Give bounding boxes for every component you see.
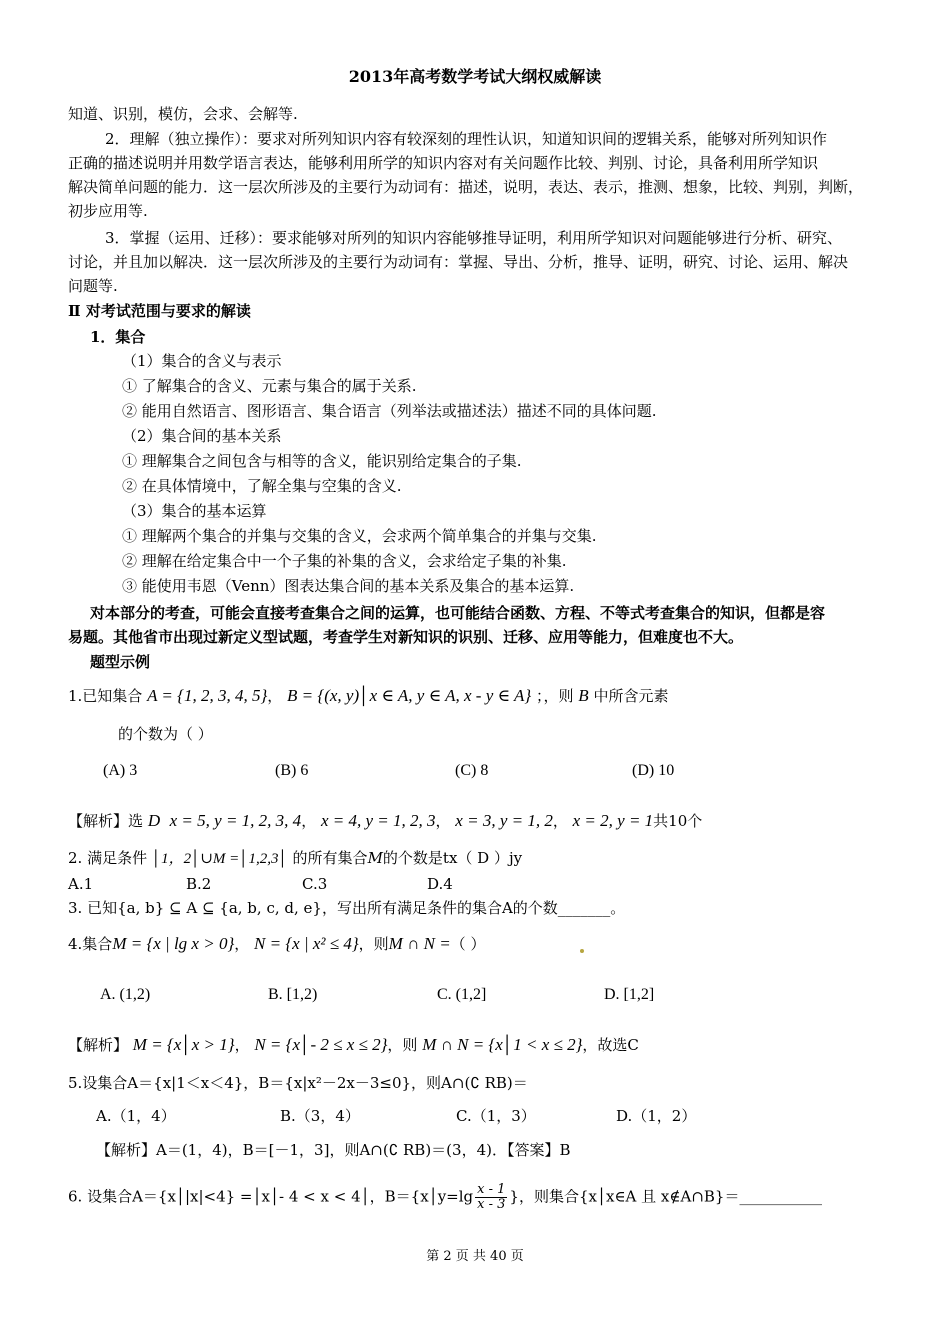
level2-line: 初步应用等. bbox=[68, 202, 148, 220]
q4-m-set: M = {x | lg x > 0} bbox=[112, 934, 235, 953]
q1-sol-label: 【解析】 bbox=[68, 812, 129, 830]
level2-line: 正确的描述说明并用数学语言表达，能够利用所学的知识内容对有关问题作比较、判别、讨论，具备利用所学知识 bbox=[68, 154, 819, 172]
q1-set-b: B = {(x, y)│x ∈ A, y ∈ A, x - y ∈ A} bbox=[287, 686, 532, 705]
q1-option-a: (A) 3 bbox=[103, 762, 138, 779]
q1-set-a: A = {1, 2, 3, 4, 5} bbox=[147, 686, 268, 705]
question-1-stem: 1.已知集合 A = {1, 2, 3, 4, 5}， B = {(x, y)│x ∈ A, y ∈ A, x - y ∈ A} ；，则 B 中所含元素 bbox=[68, 686, 669, 705]
q5-option-b: B.（3，4） bbox=[280, 1107, 360, 1125]
q4-option-d: D. [1,2] bbox=[604, 986, 655, 1003]
q2-stem-c: 的个数是tx（ D ）jy bbox=[382, 849, 523, 867]
analysis-line: 易题。其他省市出现过新定义型试题，考查学生对新知识的识别、迁移、应用等能力，但难度也不大。 bbox=[68, 628, 744, 646]
section-heading: Ⅱ 对考试范围与要求的解读 bbox=[68, 302, 251, 320]
q1-option-b: (B) 6 bbox=[275, 762, 309, 779]
q2-option-b: B.2 bbox=[186, 875, 212, 893]
page-title: 2013年高考数学考试大纲权威解读 bbox=[348, 67, 602, 86]
q4-solution: 【解析】 M = {x│x > 1}， N = {x│- 2 ≤ x ≤ 2}，则 M ∩ N = {x│1 < x ≤ 2}，故选C bbox=[68, 1035, 639, 1054]
question-3-stem: 3. 已知{a, b} ⊆ A ⊆ {a, b, c, d, e}，写出所有满足条件的集合A的个数_______。 bbox=[68, 899, 626, 917]
q4-sol-end: ，故选C bbox=[582, 1036, 639, 1054]
item-line: ② 在具体情境中，了解全集与空集的含义. bbox=[122, 477, 402, 495]
item-line: ① 了解集合的含义、元素与集合的属于关系. bbox=[122, 377, 417, 395]
page-footer: 第 2 页 共 40 页 bbox=[426, 1249, 524, 1264]
q5-option-c: C.（1，3） bbox=[456, 1107, 536, 1125]
q6-frac-den: x - 3 bbox=[477, 1197, 506, 1212]
q4-sol-m: M = {x│x > 1} bbox=[132, 1035, 235, 1054]
q4-sol-n: N = {x│- 2 ≤ x ≤ 2} bbox=[254, 1035, 388, 1054]
q4-paren: （ ） bbox=[450, 935, 486, 953]
q1-sol-case: x = 2, y = 1 bbox=[572, 811, 654, 830]
q2-stem-set: │1，2│∪M =│1,2,3│ bbox=[151, 851, 288, 867]
q4-n-set: N = {x | x² ≤ 4} bbox=[254, 934, 359, 953]
level2-line: 解决简单问题的能力．这一层次所涉及的主要行为动词有：描述，说明，表达、表示，推测、想象，比较、判别，判断， bbox=[68, 178, 864, 196]
item-heading: （3）集合的基本运算 bbox=[122, 502, 267, 520]
item-line: ② 理解在给定集合中一个子集的补集的含义，会求给定子集的补集. bbox=[122, 552, 567, 570]
q4-prefix: 4.集合 bbox=[68, 935, 113, 953]
item-line: ② 能用自然语言、图形语言、集合语言（列举法或描述法）描述不同的具体问题. bbox=[122, 402, 657, 420]
q1-option-d: (D) 10 bbox=[632, 762, 675, 779]
q4-expr: M ∩ N = bbox=[388, 934, 451, 953]
item-line: ③ 能使用韦恩（Venn）图表达集合间的基本关系及集合的基本运算. bbox=[122, 577, 575, 595]
q1-prefix: 1.已知集合 bbox=[68, 687, 143, 705]
q6-frac-num: x - 1 bbox=[477, 1182, 506, 1197]
stray-mark bbox=[580, 949, 584, 953]
intro-tail: 知道、识别，模仿，会求、会解等. bbox=[68, 105, 298, 123]
q5-option-a: A.（1，4） bbox=[96, 1107, 176, 1125]
level3-line: 问题等. bbox=[68, 277, 118, 295]
question-5-stem: 5.设集合A＝{x|1＜x＜4}，B＝{x|x²－2x－3≤0}，则A∩(∁ RB)＝ bbox=[68, 1074, 528, 1092]
item-line: ① 理解集合之间包含与相等的含义，能识别给定集合的子集. bbox=[122, 452, 522, 470]
q2-option-c: C.3 bbox=[302, 875, 328, 893]
q6-stem-b: }，则集合{x│x∈A 且 x∉A∩B}＝___________ bbox=[509, 1187, 822, 1206]
item-line: ① 理解两个集合的并集与交集的含义，会求两个简单集合的并集与交集. bbox=[122, 527, 597, 545]
question-2-stem bbox=[68, 848, 522, 869]
level3-line: 3．掌握（运用、迁移）：要求能够对所列的知识内容能够推导证明，利用所学知识对问题能够进行分析、研究、 bbox=[105, 229, 843, 247]
q4-option-c: C. (1,2] bbox=[437, 986, 487, 1003]
q1-sol-pick: 选 bbox=[128, 812, 144, 830]
q2-option-d: D.4 bbox=[427, 875, 453, 893]
q5-solution: 【解析】A＝(1，4)，B＝[－1，3]，则A∩(∁ RB)＝(3，4)．【答案】B bbox=[96, 1141, 571, 1159]
q6-stem-a: 6. 设集合A＝{x│|x|<4} =│x│- 4 < x < 4│，B＝{x│y=lg bbox=[68, 1187, 474, 1206]
q1-sol-case: x = 4, y = 1, 2, 3 bbox=[320, 811, 436, 830]
question-6-stem bbox=[68, 1183, 822, 1212]
q1-sol-case: x = 3, y = 1, 2 bbox=[455, 811, 553, 830]
item-heading: （2）集合间的基本关系 bbox=[122, 427, 282, 445]
q2-stem-a: 2. 满足条件 bbox=[68, 849, 148, 867]
q4-sol-then: ，则 bbox=[387, 1036, 418, 1054]
q1-option-c: (C) 8 bbox=[455, 762, 489, 779]
q2-option-a: A.1 bbox=[68, 875, 94, 893]
level3-line: 讨论，并且加以解决．这一层次所涉及的主要行为动词有：掌握、导出、分析，推导、证明，研究、讨论、运用、解决 bbox=[68, 253, 849, 271]
level2-line: 2．理解（独立操作）：要求对所列知识内容有较深刻的理性认识，知道知识间的逻辑关系，能够对所列知识作 bbox=[105, 130, 828, 148]
q5-option-d: D.（1，2） bbox=[616, 1107, 697, 1125]
item-heading: （1）集合的含义与表示 bbox=[122, 352, 282, 370]
sub-heading: 1．集合 bbox=[90, 328, 146, 346]
q1-sol-var: D bbox=[147, 811, 161, 830]
q2-stem-m: M bbox=[367, 849, 383, 867]
question-4-stem: 4.集合M = {x | lg x > 0}， N = {x | x² ≤ 4}，则M ∩ N =（ ） bbox=[68, 934, 486, 953]
analysis-line: 对本部分的考查，可能会直接考查集合之间的运算，也可能结合函数、方程、不等式考查集合的知识，但都是容 bbox=[90, 604, 826, 622]
q1-b-var: B bbox=[578, 686, 589, 705]
examples-heading: 题型示例 bbox=[90, 653, 151, 671]
q1-solution: 【解析】选 D x = 5, y = 1, 2, 3, 4， x = 4, y = 1, 2, 3， x = 3, y = 1, 2， x = 2, y = 1共10个 bbox=[68, 811, 703, 830]
q4-option-b: B. [1,2) bbox=[268, 986, 318, 1003]
q1-sol-end: 共10个 bbox=[653, 812, 703, 830]
q1-sol-case: x = 5, y = 1, 2, 3, 4 bbox=[169, 811, 302, 830]
q2-stem-b: 的所有集合 bbox=[292, 849, 368, 867]
q1-line2: 的个数为（ ） bbox=[118, 725, 213, 743]
q1-suffix: ；，则 bbox=[536, 687, 574, 705]
q4-mid: ，则 bbox=[358, 935, 389, 953]
q1-tail: 中所含元素 bbox=[593, 687, 669, 705]
q4-option-a: A. (1,2) bbox=[100, 986, 151, 1003]
q6-fraction bbox=[475, 1183, 507, 1212]
q4-sol-label: 【解析】 bbox=[68, 1036, 129, 1054]
q4-sol-res: M ∩ N = {x│1 < x ≤ 2} bbox=[422, 1035, 583, 1054]
